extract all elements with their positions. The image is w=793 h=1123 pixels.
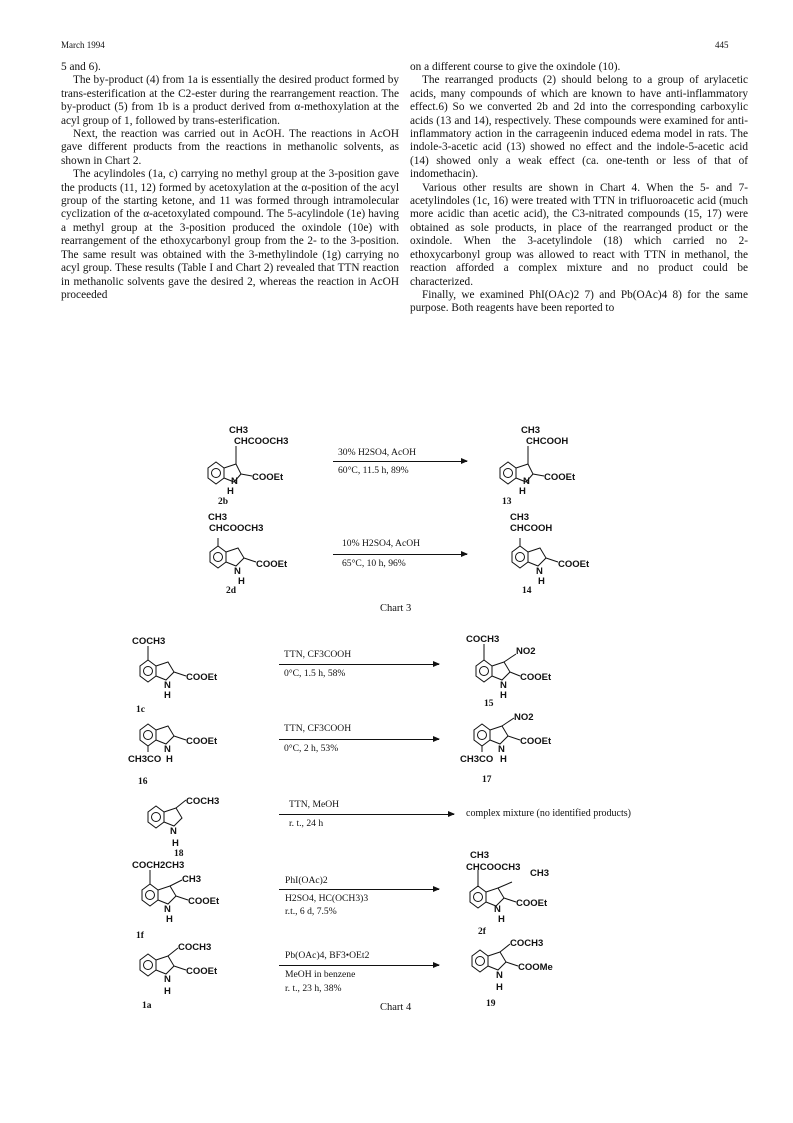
conditions-top: 30% H2SO4, AcOH: [338, 447, 417, 458]
paragraph: The rearranged products (2) should belong to a group of arylacetic acids, many compounds of which are known to have anti-inflammatory effect.6) So we converted 2b and 2d into the corresponding carboxylic acids (13 and 14), respectively. These compounds were examined for anti-inflammatory action in the carrageenin induced edema model in rats. The indole-3-acetic acid (13) showed no effect and the indole-5-acetic acid (14) showed only a weak effect (ca. one-tenth or less of that of indomethacin).: [410, 74, 748, 181]
structure-13: [488, 424, 638, 504]
acetyl-group: COCH3: [132, 636, 166, 647]
acetyl-group: CH3CO: [128, 754, 162, 765]
ester-group: COOEt: [186, 966, 218, 977]
page-number: 445: [715, 40, 729, 50]
chart3-caption: Chart 3: [380, 603, 412, 614]
reaction-arrow: [333, 461, 467, 462]
compound-label: 17: [482, 775, 492, 785]
ester-group: COOEt: [252, 472, 284, 483]
acetyl-group: CH3CO: [460, 754, 494, 765]
ester-side-chain: CHCOOCH3: [466, 862, 521, 873]
chart4-caption: Chart 4: [380, 1002, 412, 1013]
conditions-bottom: 0°C, 2 h, 53%: [284, 743, 339, 754]
ester-side-chain: CHCOOCH3: [209, 523, 264, 534]
ester-group: COOEt: [188, 896, 220, 907]
ester-group: COOEt: [520, 736, 552, 747]
acetyl-group: COCH3: [178, 942, 212, 953]
nh-hydrogen: H: [498, 914, 505, 925]
conditions-top: 10% H2SO4, AcOH: [342, 538, 421, 549]
conditions-top: TTN, MeOH: [289, 799, 340, 810]
reaction-arrow: [279, 889, 439, 890]
nh-hydrogen: H: [538, 576, 545, 587]
nitro-group: NO2: [516, 646, 536, 657]
acid-side-chain: CHCOOH: [510, 523, 553, 534]
structure-2f: [460, 846, 630, 942]
nh-hydrogen: H: [500, 754, 507, 765]
nh-hydrogen: H: [164, 986, 171, 997]
ring-nitrogen: N: [494, 904, 501, 915]
ester-side-chain: CHCOOCH3: [234, 436, 289, 447]
structure-2b: [196, 424, 356, 504]
conditions-bottom: r. t., 24 h: [289, 818, 324, 829]
nh-hydrogen: H: [519, 486, 526, 497]
acetyl-group: COCH3: [466, 634, 500, 645]
structure-1a: [124, 938, 284, 1022]
compound-label: 18: [174, 849, 184, 859]
structure-14: [498, 510, 648, 594]
conditions-bottom: r. t., 23 h, 38%: [285, 983, 342, 994]
methyl-group: CH3: [470, 850, 490, 861]
nh-hydrogen: H: [172, 838, 179, 849]
ester-group: COOEt: [516, 898, 548, 909]
compound-label: 2f: [478, 927, 486, 937]
conditions-top: Pb(OAc)4, BF3•OEt2: [285, 950, 370, 961]
compound-label: 14: [522, 586, 532, 594]
propionyl-group: COCH2CH3: [132, 860, 185, 871]
ester-group: COOEt: [520, 672, 552, 683]
compound-label: 15: [484, 699, 494, 709]
reaction-arrow: [279, 965, 439, 966]
structure-1c: [124, 634, 284, 714]
paragraph: The by-product (4) from 1a is essentially the desired product formed by trans-esterification at the C2-ester during the rearrangement reaction. The by-product (5) from 1b is a product derived from α-methoxylation at the acyl group of 1, followed by trans-esterification.: [61, 74, 399, 127]
ring-nitrogen: N: [231, 476, 238, 487]
conditions-top: PhI(OAc)2: [285, 875, 328, 886]
acid-side-chain: CHCOOH: [526, 436, 569, 447]
ring-nitrogen: N: [234, 566, 241, 577]
paragraph: Various other results are shown in Chart 4. When the 5- and 7-acetylindoles (1c, 16) were treated with TTN in trifluoroacetic acid (much more acidic than acetic acid), the C3-nitrated compounds (15, 17) were obtained as sole products, in place of the rearranged product or the oxindole. When the 3-acetylindole (18) which carried no 2-ethoxycarbonyl group was allowed to react with TTN in methanol, the reaction afforded a complex mixture and no product could be characterized.: [410, 181, 748, 288]
methyl-group: CH3: [521, 425, 541, 436]
paragraph: Finally, we examined PhI(OAc)2 7) and Pb(OAc)4 8) for the same purpose. Both reagents have been reported to: [410, 288, 748, 315]
ring-nitrogen: N: [164, 744, 171, 755]
conditions-bottom: H2SO4, HC(OCH3)3: [285, 893, 369, 904]
conditions-bottom: r.t., 6 d, 7.5%: [285, 906, 337, 917]
structure-17: [456, 706, 626, 802]
conditions-top: TTN, CF3COOH: [284, 649, 352, 660]
ester-group: COOEt: [186, 672, 218, 683]
methyl-group: CH3: [182, 874, 202, 885]
methyl-group: CH3: [530, 868, 550, 879]
compound-label: 1c: [136, 705, 145, 714]
nh-hydrogen: H: [166, 914, 173, 925]
reaction-arrow: [279, 664, 439, 665]
structure-1f: [124, 858, 284, 940]
ring-nitrogen: N: [170, 826, 177, 837]
structure-15: [458, 632, 628, 712]
acetyl-group: COCH3: [186, 796, 220, 807]
compound-label: 13: [502, 497, 512, 504]
ester-group: COOEt: [558, 559, 590, 570]
compound-label: 1a: [142, 1001, 152, 1011]
conditions-bottom: 65°C, 10 h, 96%: [342, 558, 406, 569]
methyl-group: CH3: [208, 512, 228, 523]
compound-label: 2d: [226, 586, 237, 594]
methyl-group: CH3: [229, 425, 249, 436]
ring-nitrogen: N: [164, 904, 171, 915]
acetyl-group: COCH3: [510, 938, 544, 949]
ring-nitrogen: N: [164, 680, 171, 691]
paragraph: The acylindoles (1a, c) carrying no methyl group at the 3-position gave the products (11, 12) formed by acetoxylation at the α-position of the acyl group of the starting ketone, and 11 was formed through intramolecular cyclization of the α-acetoxylated compound. The 5-acylindole (1e) having a methyl group at the 3-position produced the oxindole (10e) with rearrangement of the ethoxycarbonyl group from the 2- to the 3-position. The same result was obtained with the 3-methylindole (1g) carrying no acyl group. These results (Table I and Chart 2) revealed that TTN reaction in methanolic solvents gave the desired 2, whereas the reaction in AcOH proceeded: [61, 168, 399, 301]
nh-hydrogen: H: [227, 486, 234, 497]
structure-19: [458, 934, 628, 1018]
structure-2d: [196, 510, 356, 594]
conditions-top: TTN, CF3COOH: [284, 723, 352, 734]
ester-group: COOEt: [256, 559, 288, 570]
left-column: [61, 61, 399, 302]
conditions-bottom: 60°C, 11.5 h, 89%: [338, 465, 409, 476]
ring-nitrogen: N: [523, 476, 530, 487]
ester-group: COOEt: [544, 472, 576, 483]
reaction-arrow: [279, 739, 439, 740]
methyl-group: CH3: [510, 512, 530, 523]
compound-label: 1f: [136, 931, 144, 940]
compound-label: 19: [486, 999, 496, 1009]
conditions-bottom: 0°C, 1.5 h, 58%: [284, 668, 346, 679]
paragraph: 5 and 6).: [61, 61, 101, 73]
nh-hydrogen: H: [496, 982, 503, 993]
right-column: [410, 61, 748, 316]
nh-hydrogen: H: [500, 690, 507, 701]
nh-hydrogen: H: [238, 576, 245, 587]
ring-nitrogen: N: [164, 974, 171, 985]
nh-hydrogen: H: [166, 754, 173, 765]
paragraph: on a different course to give the oxindole (10).: [410, 61, 621, 73]
ring-nitrogen: N: [496, 970, 503, 981]
compound-label: 2b: [218, 497, 229, 504]
ester-group: COOEt: [186, 736, 218, 747]
nitro-group: NO2: [514, 712, 534, 723]
ring-nitrogen: N: [500, 680, 507, 691]
nh-hydrogen: H: [164, 690, 171, 701]
ring-nitrogen: N: [498, 744, 505, 755]
paragraph: Next, the reaction was carried out in AcOH. The reactions in AcOH gave different products from the reactions in methanolic solvents, as shown in Chart 2.: [61, 128, 399, 167]
compound-label: 16: [138, 777, 148, 787]
reaction-arrow: [279, 814, 454, 815]
ester-group: COOMe: [518, 962, 553, 973]
ring-nitrogen: N: [536, 566, 543, 577]
reaction-arrow: [333, 554, 467, 555]
product-description: complex mixture (no identified products): [466, 808, 631, 819]
conditions-bottom: MeOH in benzene: [285, 969, 356, 980]
running-date: March 1994: [61, 40, 105, 50]
